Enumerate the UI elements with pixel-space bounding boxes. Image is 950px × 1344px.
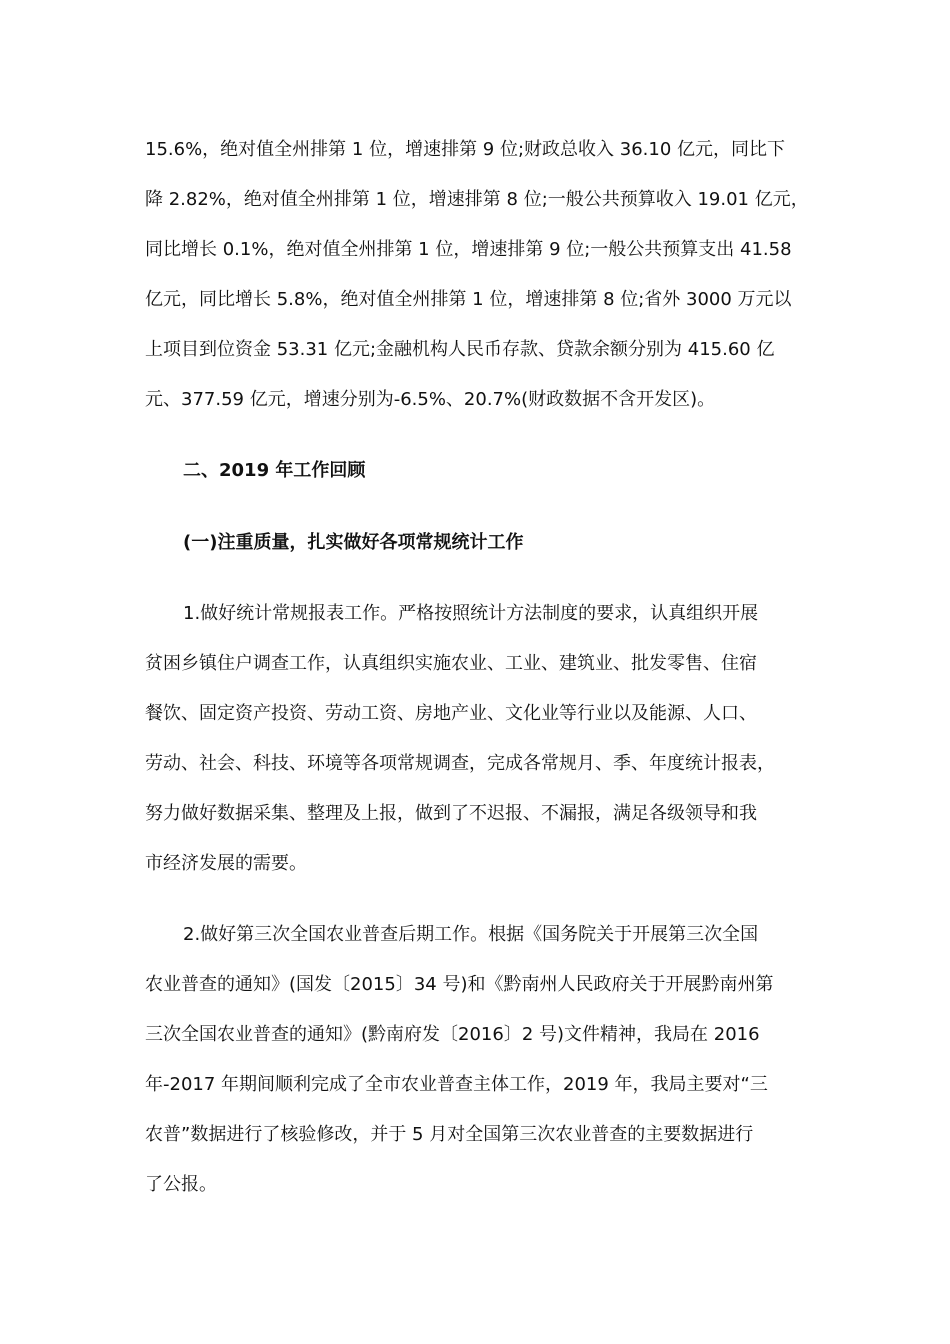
paragraph-line: 同比增长 0.1%，绝对值全州排第 1 位，增速排第 9 位;一般公共预算支出 41.58 bbox=[145, 239, 792, 260]
paragraph-line: 1.做好统计常规报表工作。严格按照统计方法制度的要求，认真组织开展 bbox=[183, 603, 759, 624]
paragraph-line: 降 2.82%，绝对值全州排第 1 位，增速排第 8 位;一般公共预算收入 19.01 亿元， bbox=[145, 189, 809, 210]
paragraph-line: 劳动、社会、科技、环境等各项常规调查，完成各常规月、季、年度统计报表， bbox=[145, 753, 775, 774]
paragraph-line: 2.做好第三次全国农业普查后期工作。根据《国务院关于开展第三次全国 bbox=[183, 924, 759, 945]
section-heading: 二、2019 年工作回顾 bbox=[183, 460, 366, 481]
paragraph-line: 15.6%，绝对值全州排第 1 位，增速排第 9 位;财政总收入 36.10 亿元，同比下 bbox=[145, 139, 786, 160]
paragraph-line: 亿元，同比增长 5.8%，绝对值全州排第 1 位，增速排第 8 位;省外 3000 万元以 bbox=[145, 289, 792, 310]
paragraph-line: 餐饮、固定资产投资、劳动工资、房地产业、文化业等行业以及能源、人口、 bbox=[145, 703, 757, 724]
paragraph-line: 贫困乡镇住户调查工作，认真组织实施农业、工业、建筑业、批发零售、住宿 bbox=[145, 653, 757, 674]
paragraph-line: 农业普查的通知》(国发〔2015〕34 号)和《黔南州人民政府关于开展黔南州第 bbox=[145, 974, 774, 995]
paragraph-line: 了公报。 bbox=[145, 1174, 217, 1195]
paragraph-line: 上项目到位资金 53.31 亿元;金融机构人民币存款、贷款余额分别为 415.60 亿 bbox=[145, 339, 775, 360]
paragraph-line: 年-2017 年期间顺利完成了全市农业普查主体工作，2019 年，我局主要对“三 bbox=[145, 1074, 768, 1095]
paragraph-line: 元、377.59 亿元，增速分别为-6.5%、20.7%(财政数据不含开发区)。 bbox=[145, 389, 716, 410]
paragraph-line: 市经济发展的需要。 bbox=[145, 853, 307, 874]
paragraph-line: 努力做好数据采集、整理及上报，做到了不迟报、不漏报，满足各级领导和我 bbox=[145, 803, 757, 824]
paragraph-line: 农普”数据进行了核验修改，并于 5 月对全国第三次农业普查的主要数据进行 bbox=[145, 1124, 754, 1145]
paragraph-line: 三次全国农业普查的通知》(黔南府发〔2016〕2 号)文件精神，我局在 2016 bbox=[145, 1024, 760, 1045]
subsection-heading: (一)注重质量，扎实做好各项常规统计工作 bbox=[183, 532, 524, 553]
